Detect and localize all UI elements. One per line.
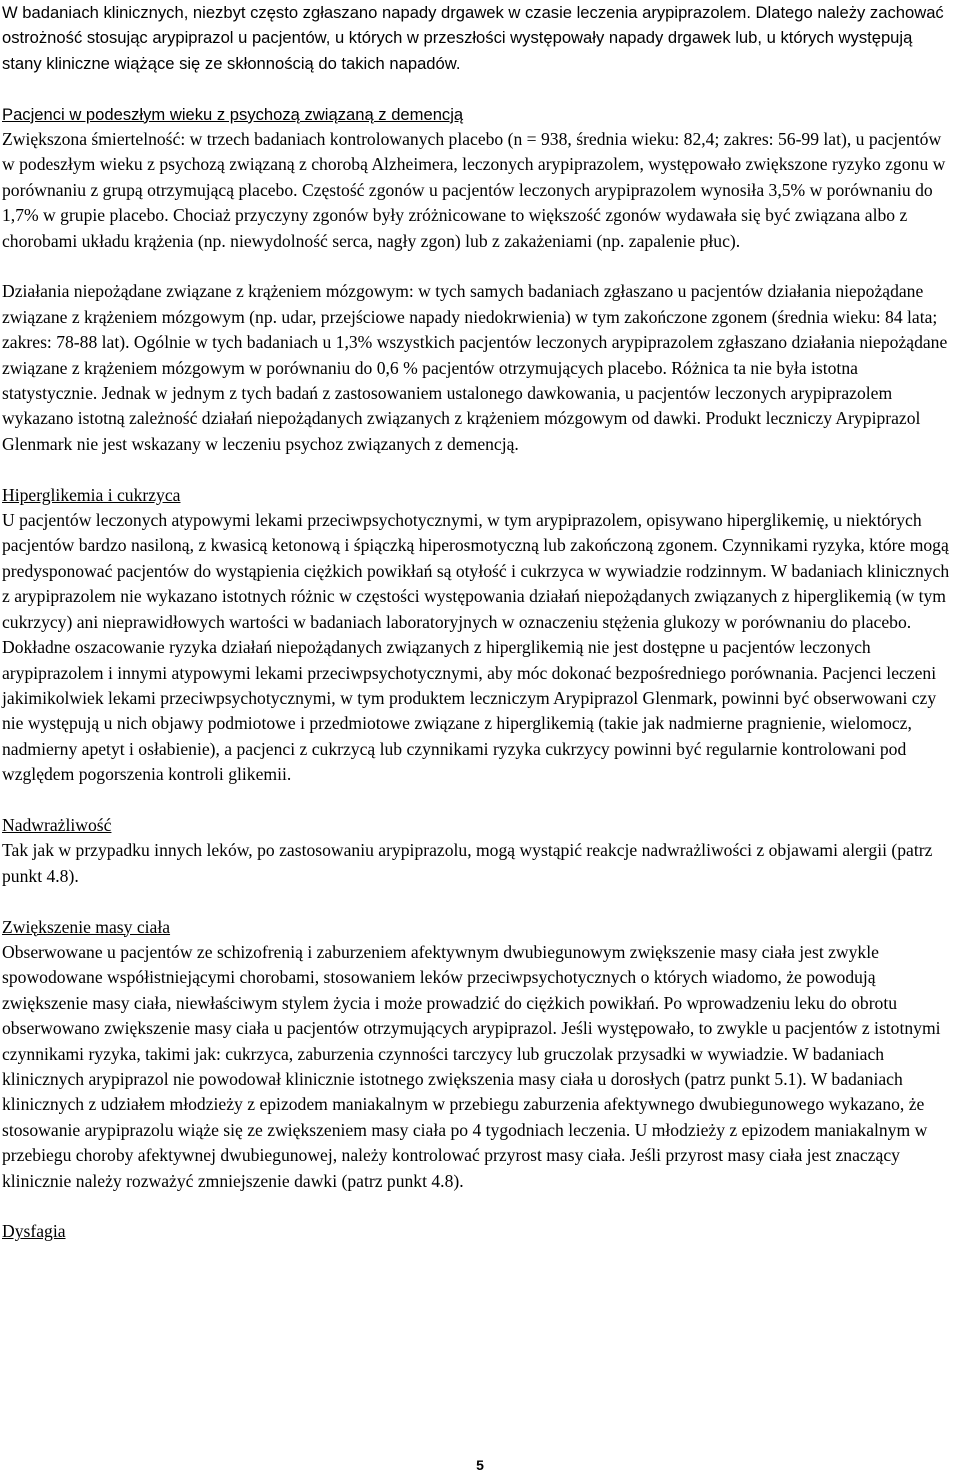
mortality-paragraph: Zwiększona śmiertelność: w trzech badaniach kontrolowanych placebo (n = 938, średnia wieku: 82,4; zakres: 56-99 lat), u pacjentów w podeszłym wieku z psychozą związaną z chorobą Alzheimera, leczonych arypiprazolem, występowało zwiększone ryzyko zgonu w porównaniu z grupą otrzymującą placebo. Częstość zgonów u pacjentów leczonych arypiprazolem wynosiła 3,5% w porównaniu do 1,7% w grupie placebo. Chociaż przyczyny zgonów były zróżnicowane to większość zgonów wydawała się być związana albo z chorobami układu krążenia (np. niewydolność serca, nagły zgon) lub z zakażeniami (np. zapalenie płuc). (2, 129, 946, 251)
cerebrovascular-paragraph: Działania niepożądane związane z krążeniem mózgowym: w tych samych badaniach zgłaszano u pacjentów działania niepożądane związane z krążeniem mózgowym (np. udar, przejściowe napady niedokrwienia) w tym zakończone zgonem (średnia wieku: 84 lata; zakres: 78-88 lat). Ogólnie w tych badaniach u 1,3% wszystkich pacjentów leczonych arypiprazolem zgłaszano działania niepożądane związane z krążeniem mózgowym w porównaniu do 0,6 % pacjentów otrzymujących placebo. Różnica ta nie była istotna statystycznie. Jednak w jednym z tych badań z zastosowaniem ustalonego dawkowania, u pacjentów leczonych arypiprazolem wykazano istotną zależność działań niepożądanych związanych z krążeniem mózgowym od dawki. Produkt leczniczy Arypiprazol Glenmark nie jest wskazany w leczeniu psychoz związanych z demencją. (2, 281, 948, 454)
section-heading-dysphagia: Dysfagia (2, 1221, 66, 1242)
dysphagia-section (2, 1219, 952, 1244)
hyperglycemia-section (2, 483, 952, 788)
document-page (2, 0, 952, 1245)
section-heading-weight-gain: Zwiększenie masy ciała (2, 916, 171, 937)
weight-gain-section (2, 915, 952, 1194)
dementia-section (2, 102, 952, 254)
hypersensitivity-section (2, 813, 952, 889)
hyperglycemia-paragraph: U pacjentów leczonych atypowymi lekami przeciwpsychotycznymi, w tym arypiprazolem, opisywano hiperglikemię, u niektórych pacjentów bardzo nasiloną, z kwasicą ketonową i śpiączką hiperosmotyczną lub zakończoną zgonem. Czynnikami ryzyka, które mogą predysponować pacjentów do wystąpienia ciężkich powikłań są otyłość i cukrzyca w wywiadzie rodzinnym. W badaniach klinicznych z arypiprazolem nie wykazano istotnych różnic w częstości występowania działań niepożądanych związanych z hiperglikemią (w tym cukrzycy) ani nieprawidłowych wartości w badaniach laboratoryjnych w oznaczeniu stężenia glukozy w porównaniu do placebo. Dokładne oszacowanie ryzyka działań niepożądanych związanych z hiperglikemią nie jest dostępne u pacjentów leczonych arypiprazolem i innymi atypowymi lekami przeciwpsychotycznymi, aby móc dokonać bezpośredniego porównania. Pacjenci leczeni jakimikolwiek lekami przeciwpsychotycznymi, w tym produktem leczniczym Arypiprazol Glenmark, powinni być obserwowani czy nie występują u nich objawy podmiotowe i przedmiotowe związane z hiperglikemią (takie jak nadmierne pragnienie, wielomocz, nadmierny apetyt i osłabienie), a pacjenci z cukrzycą lub czynnikami ryzyka cukrzycy powinni być regularnie kontrolowani pod względem pogorszenia kontroli glikemii. (2, 510, 950, 785)
page-number: 5 (476, 1457, 484, 1473)
weight-gain-paragraph: Obserwowane u pacjentów ze schizofrenią i zaburzeniem afektywnym dwubiegunowym zwiększenie masy ciała jest zwykle spowodowane współistniejącymi chorobami, stosowaniem leków przeciwpsychotycznych o których wiadomo, że powodują zwiększenie masy ciała, niewłaściwym stylem życia i może prowadzić do ciężkich powikłań. Po wprowadzeniu leku do obrotu obserwowano zwiększenie masy ciała u pacjentów otrzymujących arypiprazol. Jeśli występowało, to zwykle u pacjentów z istotnymi czynnikami ryzyka, takimi jak: cukrzyca, zaburzenia czynności tarczycy lub gruczolak przysadki w wywiadzie. W badaniach klinicznych arypiprazol nie powodował klinicznie istotnego zwiększenia masy ciała u dorosłych (patrz punkt 5.1). W badaniach klinicznych z udziałem młodzieży z epizodem maniakalnym w przebiegu zaburzenia afektywnego dwubiegunowego wykazano, że stosowanie arypiprazolu wiąże się ze zwiększeniem masy ciała po 4 tygodniach leczenia. U młodzieży z epizodem maniakalnym w przebiegu choroby afektywnej dwubiegunowej, należy kontrolować przyrost masy ciała. Jeśli przyrost masy ciała jest znaczący klinicznie należy rozważyć zmniejszenie dawki (patrz punkt 4.8). (2, 941, 941, 1191)
section-heading-hyperglycemia: Hiperglikemia i cukrzyca (2, 484, 181, 505)
section-heading-dementia: Pacjenci w podeszłym wieku z psychozą związaną z demencją (2, 104, 464, 124)
section-heading-hypersensitivity: Nadwrażliwość (2, 814, 112, 835)
hypersensitivity-paragraph: Tak jak w przypadku innych leków, po zastosowaniu arypiprazolu, mogą wystąpić reakcje nadwrażliwości z objawami alergii (patrz punkt 4.8). (2, 840, 933, 886)
seizure-paragraph: W badaniach klinicznych, niezbyt często zgłaszano napady drgawek w czasie leczenia arypiprazolem. Dlatego należy zachować ostrożność stosując arypiprazol u pacjentów, u których w przeszłości występowały napady drgawek lub, u których występują stany kliniczne wiążące się ze skłonnością do takich napadów. (2, 3, 944, 73)
dementia-heading-line (2, 102, 952, 127)
